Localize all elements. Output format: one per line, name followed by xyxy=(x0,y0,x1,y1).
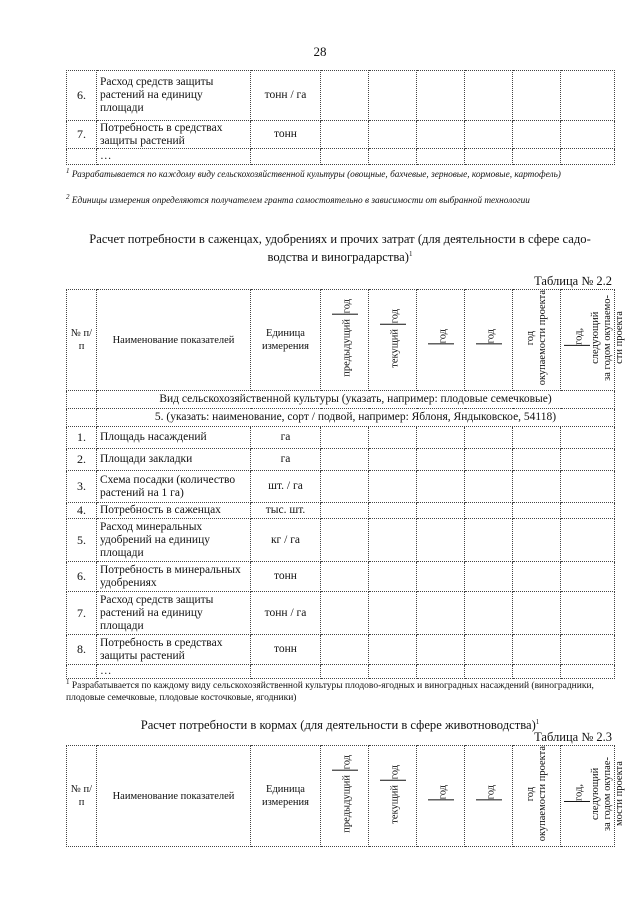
header-name: Наименование показателей xyxy=(97,746,251,847)
footnote-top-1: $^1$ Разрабатывается по каждому виду сельскохозяйственной культуры (овощные, бахчевые, зерновые, кормовые, картофель) xyxy=(66,167,561,181)
header-name: Наименование показателей xyxy=(97,290,251,391)
header-next-year: год, следующий за годом окупаемо- сти проекта xyxy=(561,290,615,391)
header-prev-year: предыдущий год xyxy=(321,746,369,847)
header-num: № п/п xyxy=(67,746,97,847)
table-row: … xyxy=(67,149,615,165)
table-row: 3. Схема посадки (количество растений на 1 га) шт. / га xyxy=(67,471,615,503)
table-row: 5. Расход минеральных удобрений на единицу площади кг / га xyxy=(67,519,615,562)
header-unit: Единица измерения xyxy=(251,290,321,391)
header-year-b: год xyxy=(465,290,513,391)
table-row: 4. Потребность в саженцах тыс. шт. xyxy=(67,503,615,519)
header-payback-year: год окупаемости проекта xyxy=(513,290,561,391)
table-row: 1. Площадь насаждений га xyxy=(67,427,615,449)
table-row: 7. Потребность в средствах защиты растений тонн xyxy=(67,121,615,149)
header-year-a: год xyxy=(417,746,465,847)
table-2-3-label: Таблица № 2.3 xyxy=(534,730,612,744)
table-row: 6. Расход средств защиты растений на единицу площади тонн / га xyxy=(67,71,615,121)
section3-title: Расчет потребности в кормах (для деятельности в сфере животноводства)$^1$ xyxy=(140,718,540,733)
header-prev-year: предыдущий год xyxy=(321,290,369,391)
header-cur-year: текущий год xyxy=(369,746,417,847)
table-row: … xyxy=(67,665,615,679)
header-payback-year: год окупаемости проекта xyxy=(513,746,561,847)
table-row: 6. Потребность в минеральных удобрениях тонн xyxy=(67,562,615,592)
table-row: 2. Площади закладки га xyxy=(67,449,615,471)
footnote-top-2: $^2$ Единицы измерения определяются получателем гранта самостоятельно в зависимости от выбранной технологии xyxy=(66,193,530,207)
variety-row: 5. (указать: наименование, сорт / подвой, например: Яблоня, Яндыковское, 54118) xyxy=(67,409,615,427)
table-header-row xyxy=(67,746,615,847)
table-header-row xyxy=(67,290,615,391)
header-cur-year: текущий год xyxy=(369,290,417,391)
table-2-2 xyxy=(66,289,625,679)
page-number: 28 xyxy=(313,44,327,59)
table-row: 8. Потребность в средствах защиты растений тонн xyxy=(67,635,615,665)
header-next-year: год, следующий за годом окупае- мости проекта xyxy=(561,746,615,847)
header-year-b: год xyxy=(465,746,513,847)
header-num: № п/п xyxy=(67,290,97,391)
crop-type-row: Вид сельскохозяйственной культуры (указать, например: плодовые семечковые) xyxy=(67,391,615,409)
footnote-section2: $^1$ Разрабатывается по каждому виду сельскохозяйственной культуры плодово-ягодных и виноградных насаждений (виноградники, плодовые семечковые, плодовые косточковые, ягодники) xyxy=(66,678,594,703)
table-top-continuation xyxy=(66,70,615,165)
header-year-a: год xyxy=(417,290,465,391)
section2-title: Расчет потребности в саженцах, удобрениях и прочих затрат (для деятельности в сфере садо- водства и виноградарства)$^1$ xyxy=(89,232,591,265)
header-unit: Единица измерения xyxy=(251,746,321,847)
table-2-3 xyxy=(66,745,625,847)
table-2-2-label: Таблица № 2.2 xyxy=(534,274,612,288)
table-row: 7. Расход средств защиты растений на единицу площади тонн / га xyxy=(67,592,615,635)
